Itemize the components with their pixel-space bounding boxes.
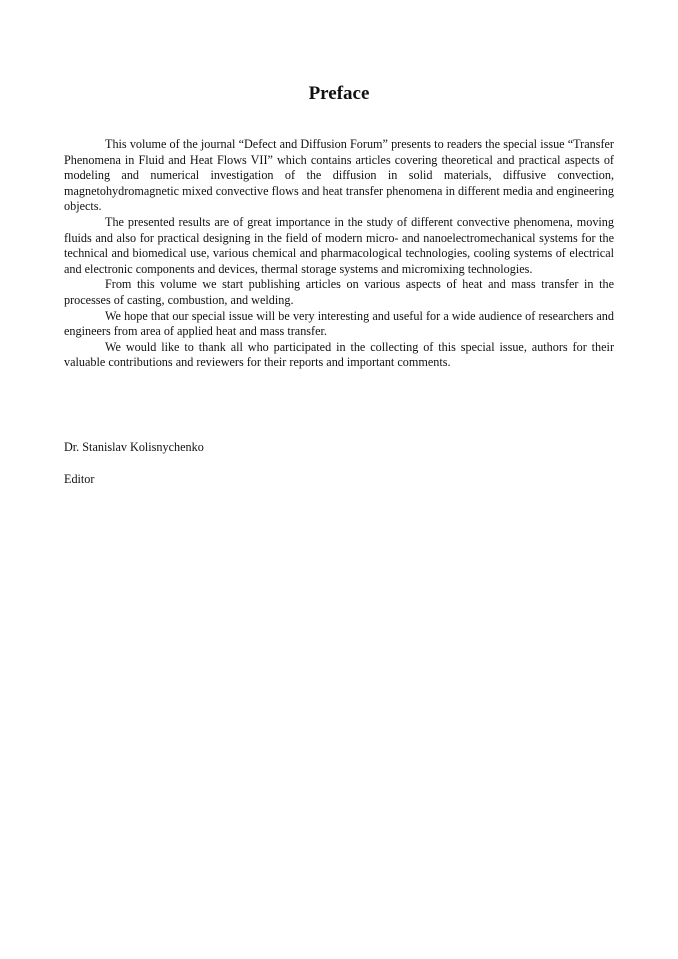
paragraph-3: From this volume we start publishing articles on various aspects of heat and mass transfer in the processes of casting, combustion, and welding. <box>64 277 614 307</box>
page-title: Preface <box>308 83 370 104</box>
editor-signature: Dr. Stanislav Kolisnychenko <box>64 440 204 454</box>
editor-role: Editor <box>64 472 95 486</box>
paragraph-5: We would like to thank all who participated in the collecting of this special issue, authors for their valuable contributions and reviewers for their reports and important comments. <box>64 339 614 370</box>
paragraph-1: This volume of the journal “Defect and Diffusion Forum” presents to readers the special issue “Transfer Phenomena in Fluid and Heat Flows VII” which contains articles covering theoretical and practical aspects of modeling and numerical investigation of the diffusion in solid materials, diffusive convection, magnetohydromagnetic mixed convective flows and heat transfer phenomena in different media and engineering objects. <box>64 137 614 214</box>
paragraph-2: The presented results are of great importance in the study of different convective phenomena, moving fluids and also for practical designing in the field of modern micro- and nanoelectromechanical systems for the technical and biomedical use, various chemical and pharmacological technologies, cooling systems of electrical and electronic components and devices, thermal storage systems and micromixing technologies. <box>64 214 614 276</box>
preface-body <box>64 137 614 371</box>
paragraph-4: We hope that our special issue will be very interesting and useful for a wide audience of researchers and engineers from area of applied heat and mass transfer. <box>64 308 614 339</box>
